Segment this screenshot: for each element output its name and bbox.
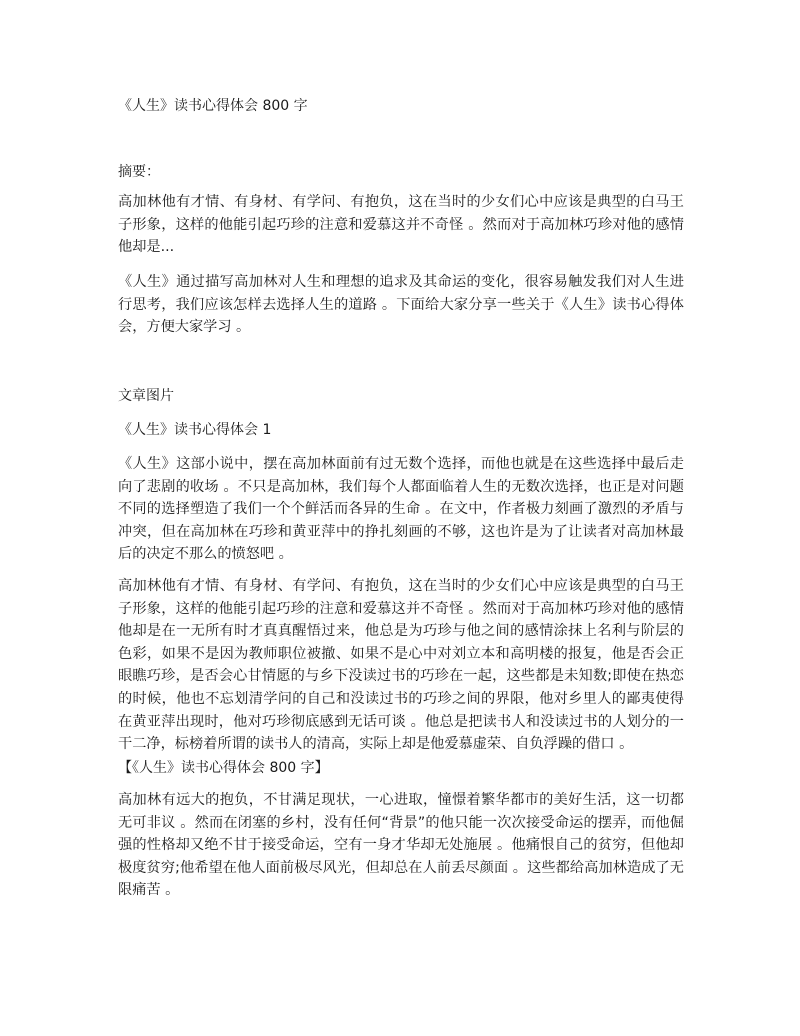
section-1-title: 《人生》读书心得体会 1	[118, 422, 272, 438]
body-paragraph: 《人生》这部小说中，摆在高加林面前有过无数个选择，而他也就是在这些选择中最后走向了悲剧的收场 。不只是高加林，我们每个人都面临着人生的无数次选择，也正是对问题不同的选择塑造了我们一个个鲜活而各异的生命 。在文中，作者极力刻画了激烈的矛盾与冲突，但在高加林在巧珍和黄亚萍中的挣扎刻画的不够，这也许是为了让读者对高加林最后的决定不那么的愤怒吧 。	[118, 456, 684, 563]
body-paragraph: 高加林他有才情、有身材、有学问、有抱负，这在当时的少女们心中应该是典型的白马王子形象，这样的他能引起巧珍的注意和爱慕这并不奇怪 。然而对于高加林巧珍对他的感情他却是在一无所有时才真真醒悟过来，他总是为巧珍与他之间的感情涂抹上名利与阶层的色彩，如果不是因为教师职位被撤、如果不是心中对刘立本和高明楼的报复，他是否会正眼瞧巧珍，是否会心甘情愿的与乡下没读过书的巧珍在一起，这些都是未知数;即使在热恋的时候，他也不忘划清学问的自己和没读过书的巧珍之间的界限，他对乡里人的鄙夷使得在黄亚萍出现时，他对巧珍彻底感到无话可谈 。他总是把读书人和没读过书的人划分的一干二净，标榜着所谓的读书人的清高，实际上却是他爱慕虚荣、自负浮躁的借口 。	[118, 578, 684, 753]
abstract-paragraph: 高加林他有才情、有身材、有学问、有抱负，这在当时的少女们心中应该是典型的白马王子形象，这样的他能引起巧珍的注意和爱慕这并不奇怪 。然而对于高加林巧珍对他的感情他却是...	[118, 194, 684, 256]
abstract-paragraph: 《人生》通过描写高加林对人生和理想的追求及其命运的变化，很容易触发我们对人生进行思考，我们应该怎样去选择人生的道路 。下面给大家分享一些关于《人生》读书心得体会，方便大家学习 。	[118, 274, 684, 336]
section-2-title: 【《人生》读书心得体会 800 字】	[118, 760, 329, 776]
body-paragraph: 高加林有远大的抱负，不甘满足现状，一心进取，憧憬着繁华都市的美好生活，这一切都无可非议 。然而在闭塞的乡村，没有任何“背景”的他只能一次次接受命运的摆弄，而他倔强的性格却又绝不甘于接受命运，空有一身才华却无处施展 。他痛恨自己的贫穷，但他却极度贫穷;他希望在他人面前极尽风光，但却总在人前丢尽颜面 。这些都给高加林造成了无限痛苦 。	[118, 792, 684, 899]
document-title: 《人生》读书心得体会 800 字	[118, 98, 308, 114]
abstract-label: 摘要：	[118, 164, 160, 180]
article-images-label: 文章图片	[118, 388, 174, 404]
